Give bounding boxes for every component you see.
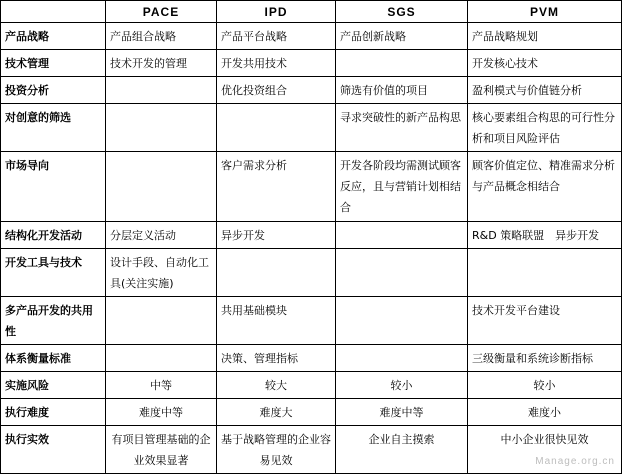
table-cell: 难度中等 — [106, 399, 217, 426]
table-cell: 分层定义活动 — [106, 222, 217, 249]
table-cell: 企业自主摸索 — [336, 426, 468, 474]
table-row — [1, 104, 622, 152]
row-label: 对创意的筛选 — [1, 104, 106, 152]
table-cell — [336, 297, 468, 345]
table-cell: 筛选有价值的项目 — [336, 77, 468, 104]
table-cell: 设计手段、自动化工具(关注实施) — [106, 249, 217, 297]
table-row — [1, 152, 622, 222]
table-cell — [217, 104, 336, 152]
table-cell: 优化投资组合 — [217, 77, 336, 104]
table-cell — [106, 152, 217, 222]
table-row — [1, 222, 622, 249]
row-label: 技术管理 — [1, 50, 106, 77]
table-cell — [336, 50, 468, 77]
table-cell — [106, 104, 217, 152]
table-cell: 盈利模式与价值链分析 — [468, 77, 622, 104]
table-cell: 产品创新战略 — [336, 23, 468, 50]
row-label: 结构化开发活动 — [1, 222, 106, 249]
table-cell: 顾客价值定位、精准需求分析与产品概念相结合 — [468, 152, 622, 222]
table-cell — [217, 249, 336, 297]
row-label: 执行难度 — [1, 399, 106, 426]
table-row — [1, 345, 622, 372]
table-cell — [106, 77, 217, 104]
table-cell: R&D 策略联盟 异步开发 — [468, 222, 622, 249]
row-label: 执行实效 — [1, 426, 106, 474]
table-row — [1, 249, 622, 297]
row-label: 开发工具与技术 — [1, 249, 106, 297]
table-cell: 中小企业很快见效 — [468, 426, 622, 474]
row-label: 体系衡量标准 — [1, 345, 106, 372]
header-cell-pace: PACE — [106, 1, 217, 23]
header-row — [1, 1, 622, 23]
row-label: 投资分析 — [1, 77, 106, 104]
table-cell: 核心要素组合构思的可行性分析和项目风险评估 — [468, 104, 622, 152]
table-cell: 决策、管理指标 — [217, 345, 336, 372]
table-cell: 开发各阶段均需测试顾客反应，且与营销计划相结合 — [336, 152, 468, 222]
table-cell: 开发共用技术 — [217, 50, 336, 77]
table-cell: 较小 — [468, 372, 622, 399]
table-cell: 中等 — [106, 372, 217, 399]
header-cell-pvm: PVM — [468, 1, 622, 23]
table-cell — [336, 222, 468, 249]
table-cell: 共用基础模块 — [217, 297, 336, 345]
header-cell-ipd: IPD — [217, 1, 336, 23]
header-cell-sgs: SGS — [336, 1, 468, 23]
table-cell: 技术开发平台建设 — [468, 297, 622, 345]
table-cell: 产品组合战略 — [106, 23, 217, 50]
table-cell: 较大 — [217, 372, 336, 399]
row-label: 产品战略 — [1, 23, 106, 50]
table-row — [1, 426, 622, 474]
table-cell: 难度大 — [217, 399, 336, 426]
table-cell — [336, 345, 468, 372]
table-body — [1, 23, 622, 474]
table-row — [1, 372, 622, 399]
table-row — [1, 297, 622, 345]
table-cell: 难度小 — [468, 399, 622, 426]
table-cell: 技术开发的管理 — [106, 50, 217, 77]
table-cell: 寻求突破性的新产品构思 — [336, 104, 468, 152]
table-cell: 客户需求分析 — [217, 152, 336, 222]
table-cell — [336, 249, 468, 297]
table-cell: 三级衡量和系统诊断指标 — [468, 345, 622, 372]
table-row — [1, 23, 622, 50]
row-label: 实施风险 — [1, 372, 106, 399]
table-cell: 基于战略管理的企业容易见效 — [217, 426, 336, 474]
row-label: 多产品开发的共用性 — [1, 297, 106, 345]
table-cell: 开发核心技术 — [468, 50, 622, 77]
table-cell — [106, 345, 217, 372]
table-cell: 异步开发 — [217, 222, 336, 249]
table-cell: 产品战略规划 — [468, 23, 622, 50]
header-cell-corner — [1, 1, 106, 23]
table-cell — [106, 297, 217, 345]
table-cell — [468, 249, 622, 297]
table-row — [1, 77, 622, 104]
table-cell: 难度中等 — [336, 399, 468, 426]
table-row — [1, 399, 622, 426]
table-cell: 有项目管理基础的企业效果显著 — [106, 426, 217, 474]
watermark: Manage.org.cn — [535, 456, 615, 467]
row-label: 市场导向 — [1, 152, 106, 222]
table-row — [1, 50, 622, 77]
table-cell: 较小 — [336, 372, 468, 399]
table-cell: 产品平台战略 — [217, 23, 336, 50]
